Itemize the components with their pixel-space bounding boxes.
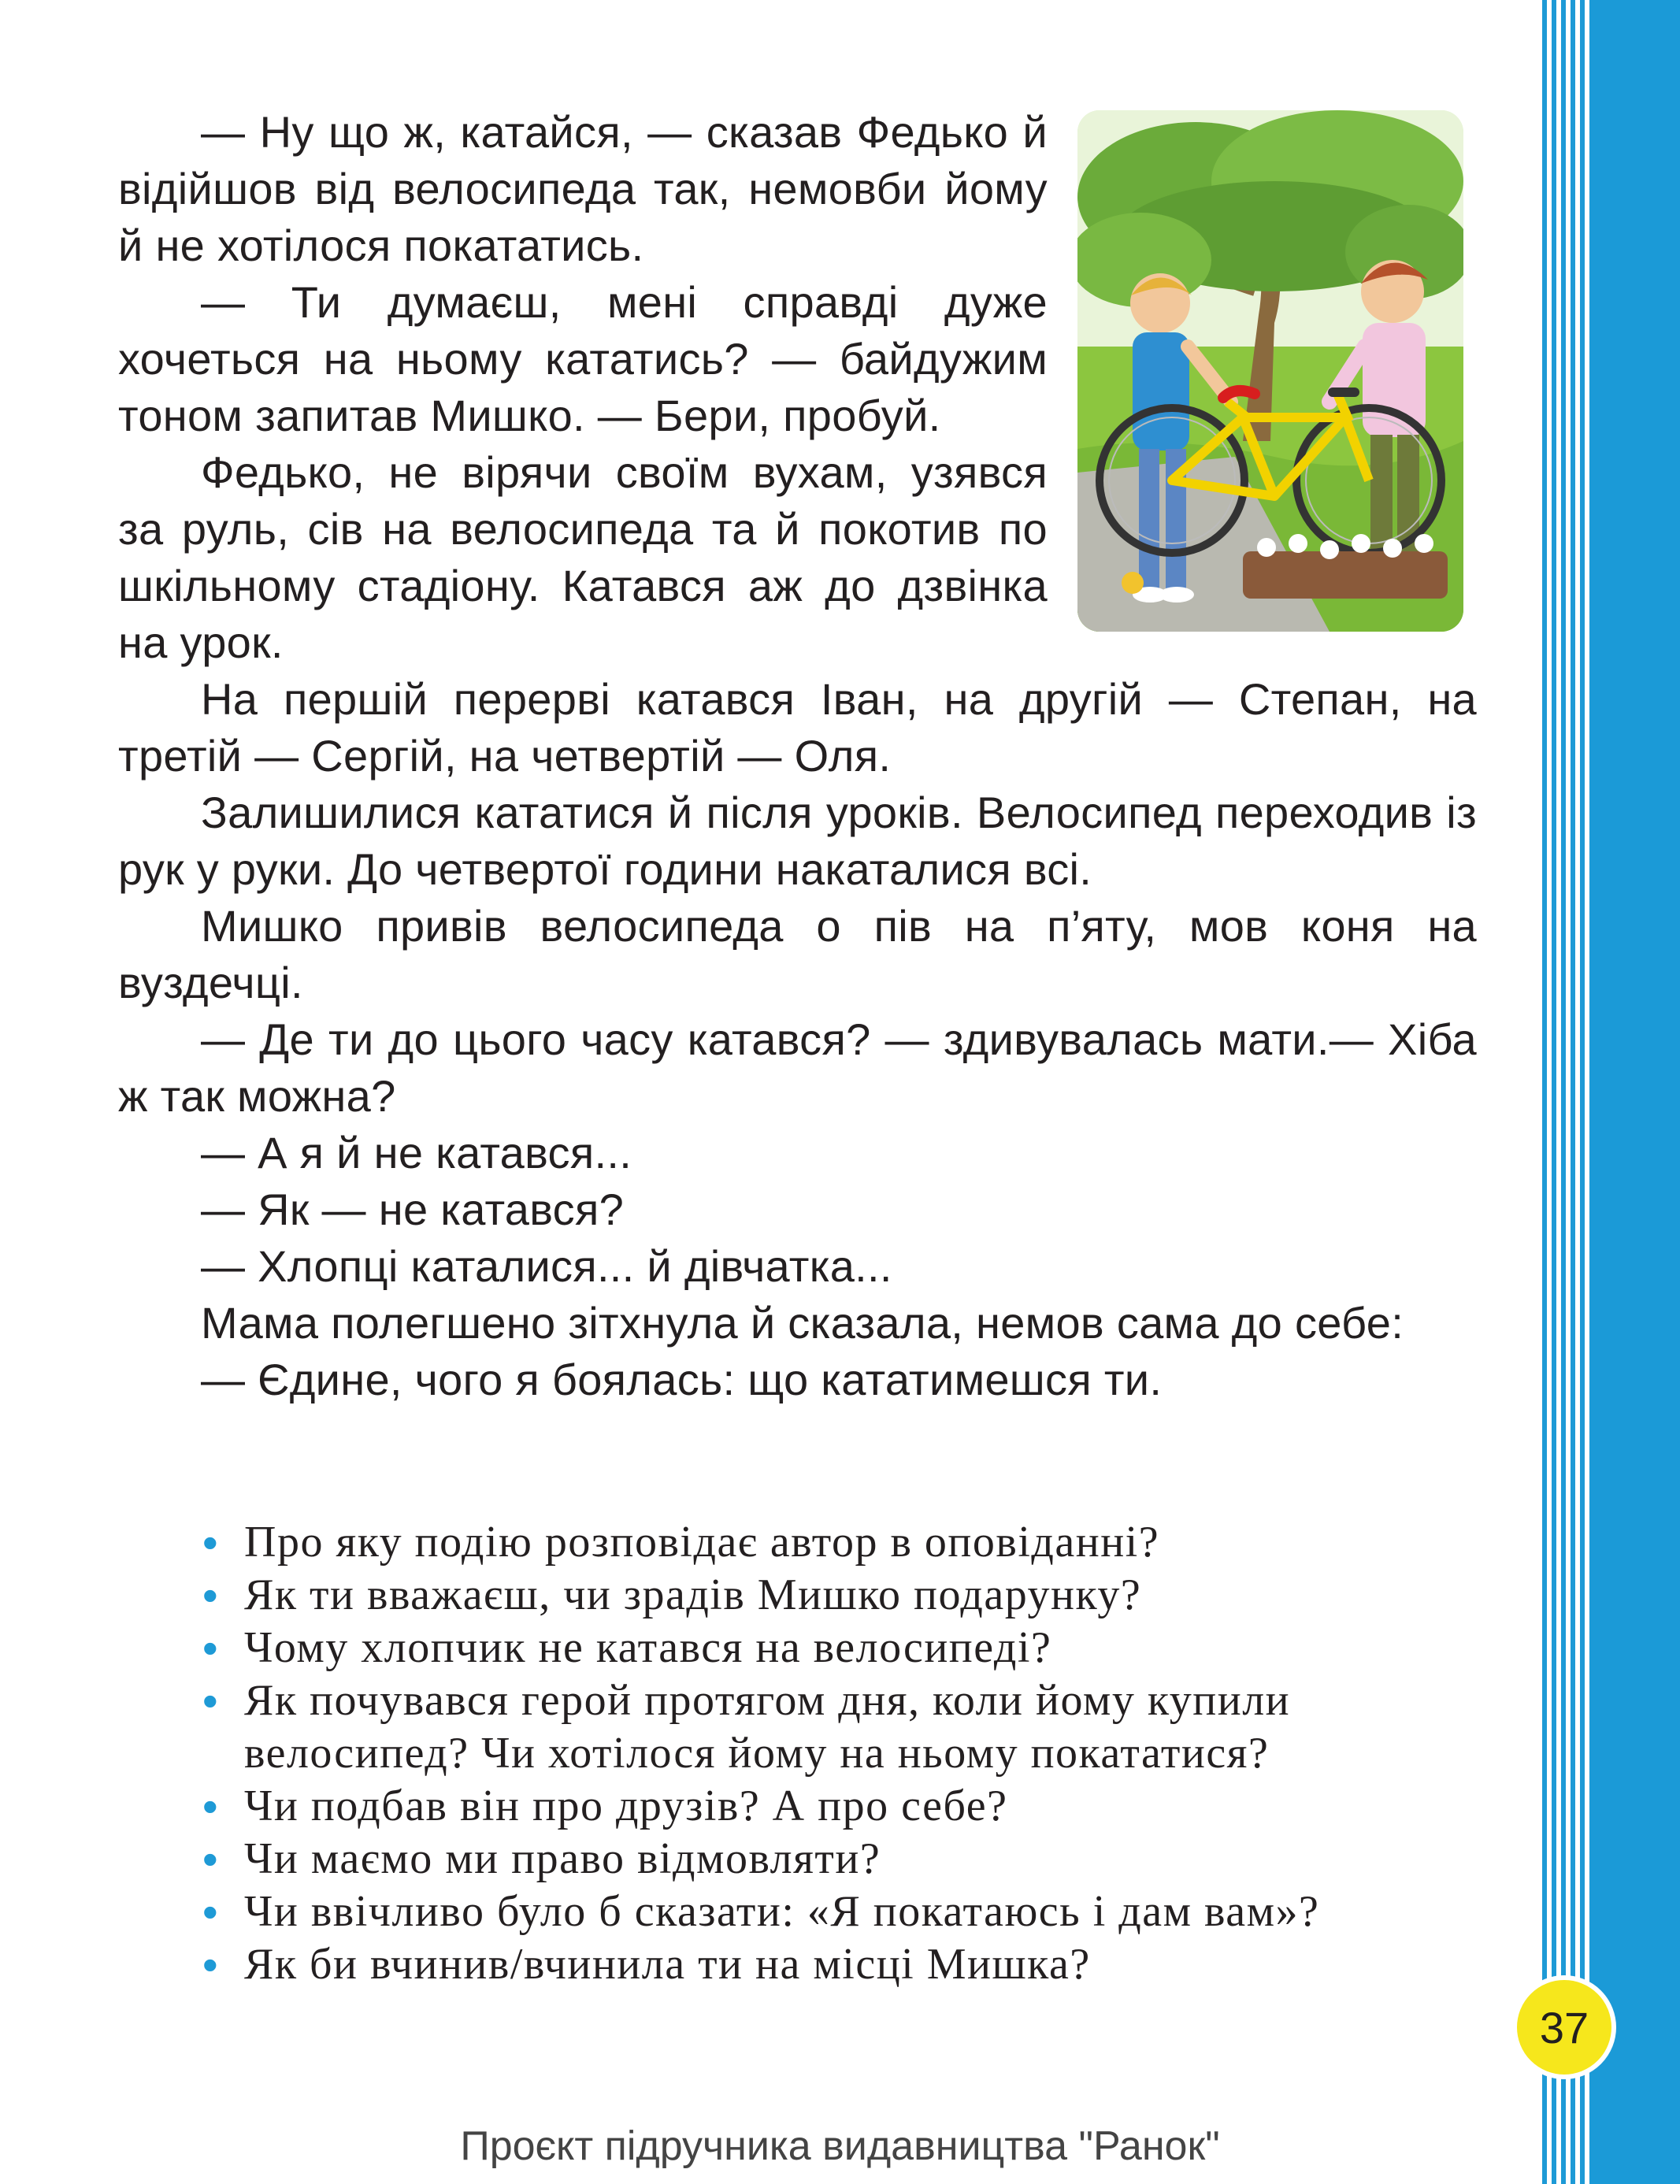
question-text: Чи маємо ми право відмовляти? bbox=[244, 1834, 881, 1883]
question-text: Чи ввічливо було б сказати: «Я покатаюсь і дам вам»? bbox=[244, 1887, 1320, 1936]
side-decorative-band bbox=[1542, 0, 1680, 2184]
question-text: Чому хлопчик не катався на велосипеді? bbox=[244, 1623, 1052, 1672]
story-paragraph: — Ну що ж, катайся, — сказав Федько й відійшов від велосипеда так, немовби йому й не хотілося покататись. bbox=[118, 107, 1048, 270]
story-paragraph: — А я й не катався... bbox=[201, 1128, 632, 1177]
bullet-icon: • bbox=[202, 1518, 220, 1567]
bullet-icon: • bbox=[202, 1940, 220, 1989]
question-item bbox=[201, 1780, 1493, 1833]
question-item bbox=[201, 1833, 1493, 1886]
story-paragraph: Федько, не вірячи своїм вухам, узявся за руль, сів на велосипеда та й покотив по шкільному стадіону. Катався аж до дзвінка на урок. bbox=[118, 447, 1048, 667]
page-number: 37 bbox=[1512, 1975, 1616, 2079]
question-text: Як би вчинив/вчинила ти на місці Мишка? bbox=[244, 1940, 1091, 1989]
story-paragraph: Мишко привів велосипеда о пів на п’яту, мов коня на вуздечці. bbox=[118, 901, 1477, 1007]
question-item bbox=[201, 1516, 1493, 1569]
question-text: Як почувався герой протягом дня, коли йому купили велосипед? Чи хотілося йому на ньому покататися? bbox=[244, 1676, 1291, 1778]
question-item bbox=[201, 1938, 1493, 1991]
question-item bbox=[201, 1569, 1493, 1622]
bullet-icon: • bbox=[202, 1887, 220, 1937]
bullet-icon: • bbox=[202, 1570, 220, 1620]
question-text: Чи подбав він про друзів? А про себе? bbox=[244, 1782, 1008, 1830]
questions-list bbox=[201, 1516, 1493, 1991]
story-paragraph: Мама полегшено зітхнула й сказала, немов сама до себе: bbox=[201, 1298, 1404, 1348]
story-paragraph: — Ти думаєш, мені справді дуже хочеться на ньому кататись? — байдужим тоном запитав Мишко. — Бери, пробуй. bbox=[118, 277, 1048, 440]
question-text: Як ти вважаєш, чи зрадів Мишко подарунку? bbox=[244, 1570, 1142, 1619]
bullet-icon: • bbox=[202, 1623, 220, 1673]
question-text: Про яку подію розповідає автор в оповіданні? bbox=[244, 1518, 1160, 1567]
story-paragraph: — Єдине, чого я боялась: що кататимешся ти. bbox=[201, 1355, 1163, 1404]
story-paragraph: Залишилися кататися й після уроків. Велосипед переходив із рук у руки. До четвертої години накаталися всі. bbox=[118, 788, 1477, 894]
story-paragraph: На першій перерві катався Іван, на другій — Степан, на третій — Сергій, на четвертій — Оля. bbox=[118, 674, 1477, 781]
bullet-icon: • bbox=[202, 1782, 220, 1831]
question-item bbox=[201, 1886, 1493, 1938]
bullet-icon: • bbox=[202, 1834, 220, 1884]
footer-note: Проєкт підручника видавництва "Ранок" bbox=[460, 2123, 1220, 2169]
question-item bbox=[201, 1674, 1493, 1780]
bullet-icon: • bbox=[202, 1676, 220, 1726]
story-paragraph: — Як — не катався? bbox=[201, 1185, 625, 1234]
question-item bbox=[201, 1622, 1493, 1674]
story-text bbox=[118, 104, 1477, 1408]
story-paragraph: — Хлопці каталися... й дівчатка... bbox=[201, 1241, 892, 1291]
story-paragraph: — Де ти до цього часу катався? — здивувалась мати.— Хіба ж так можна? bbox=[118, 1014, 1477, 1121]
